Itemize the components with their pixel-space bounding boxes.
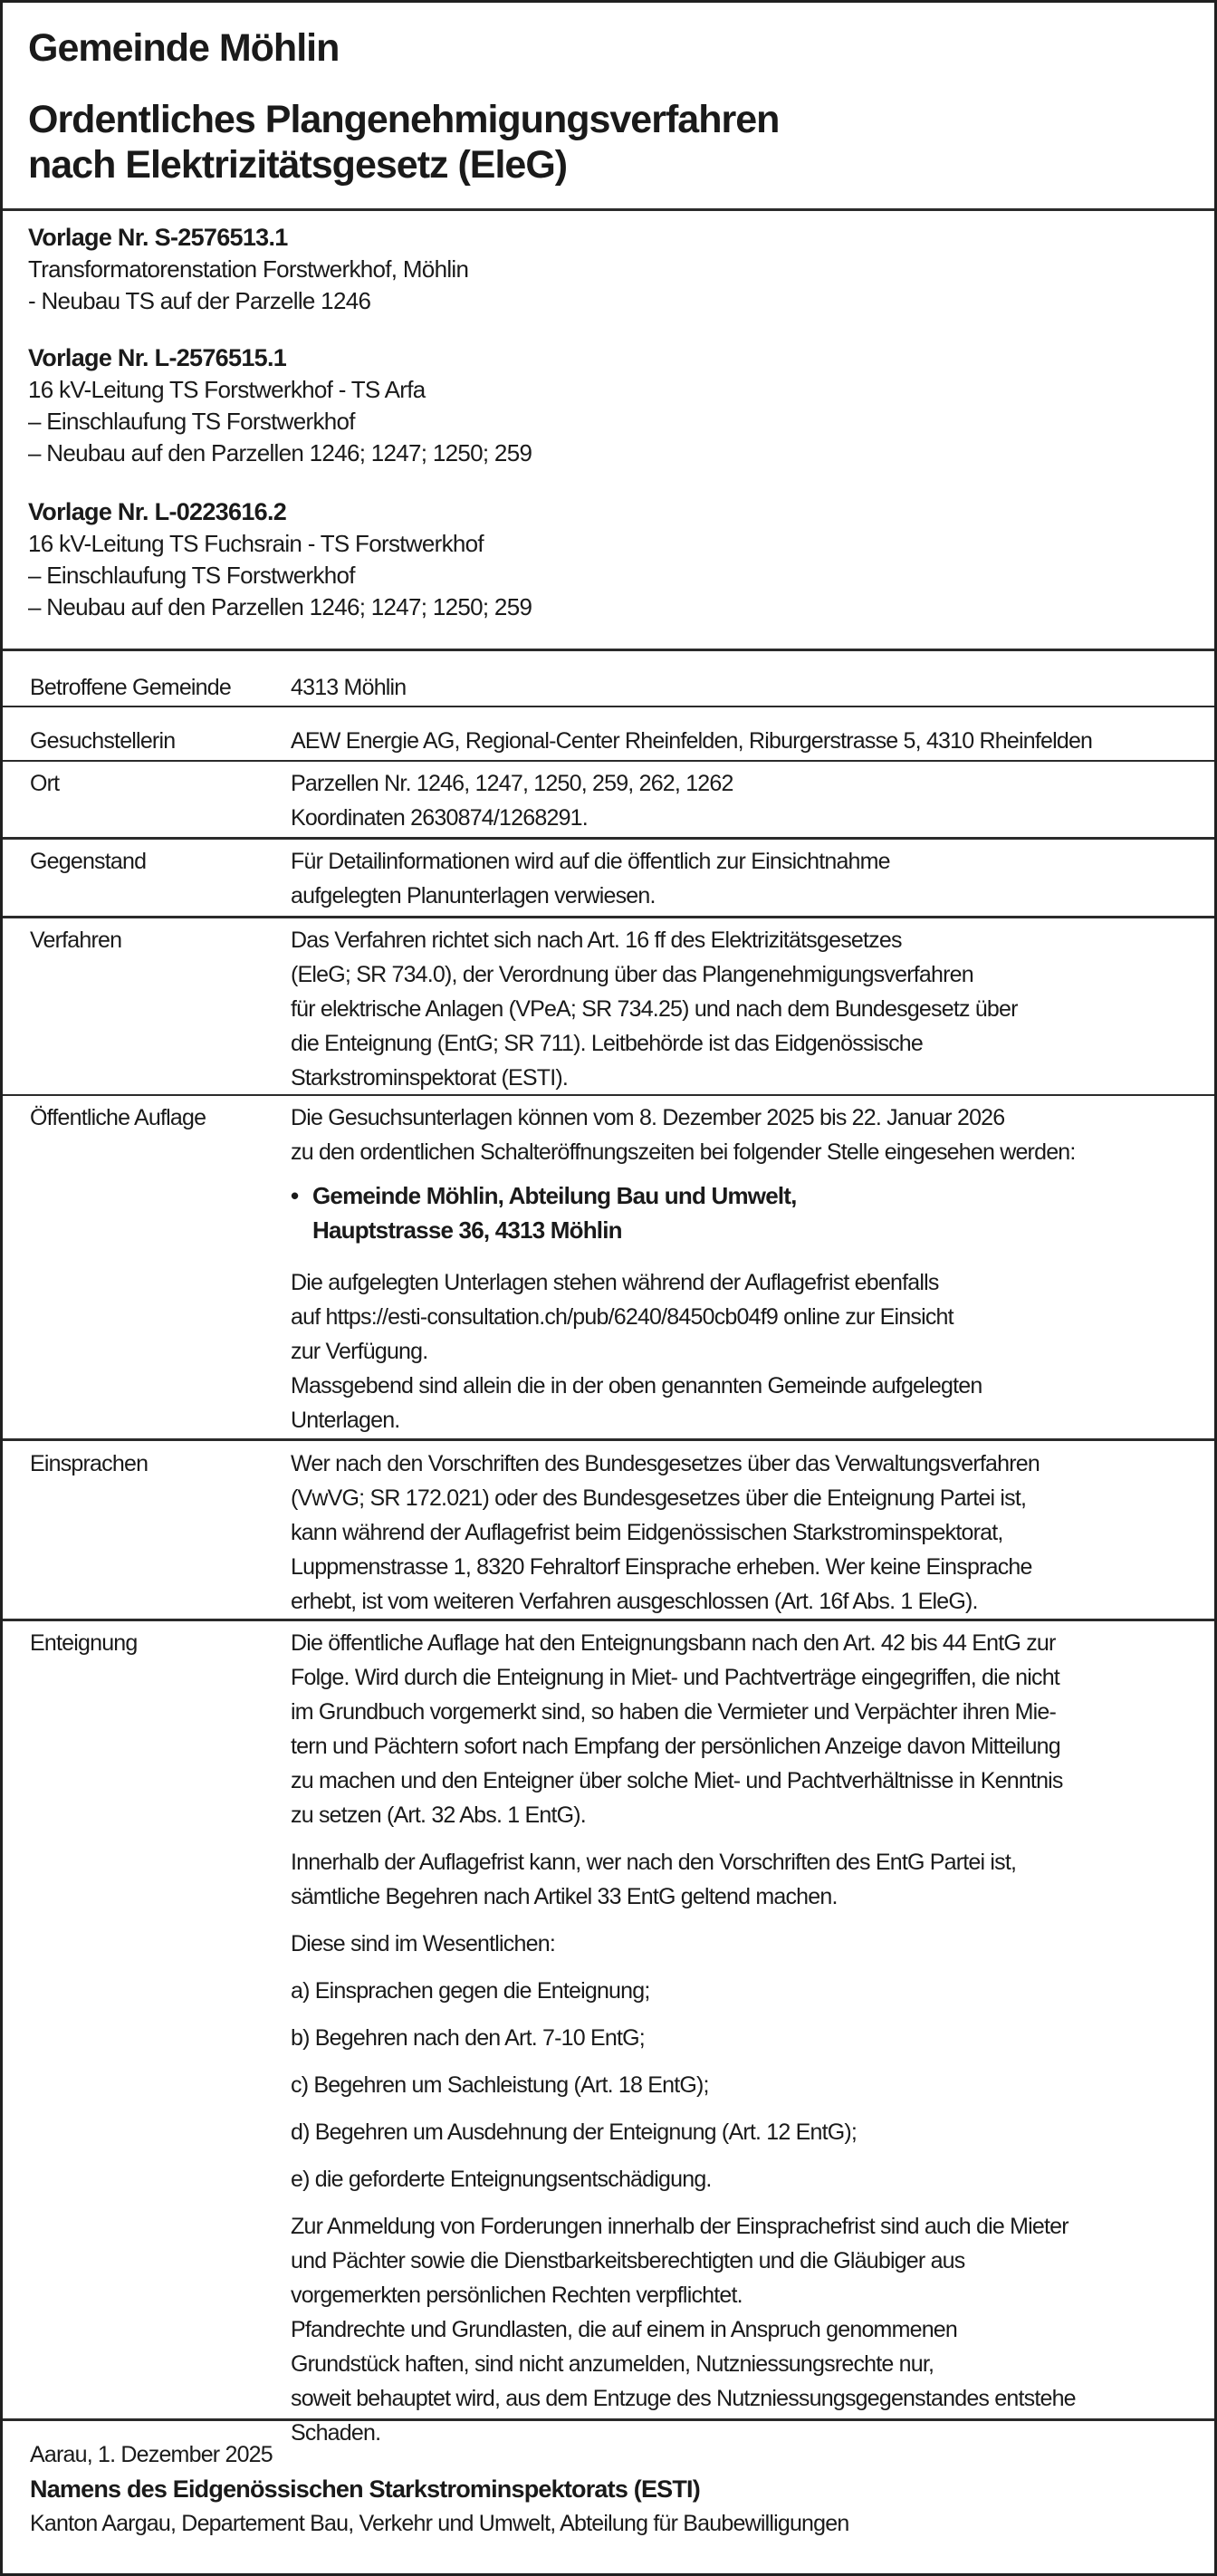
value-line: Diese sind im Wesentlichen: (291, 1931, 555, 1956)
list-item (291, 2021, 1196, 2055)
value-line: Die öffentliche Auflage hat den Enteignungsbann nach den Art. 42 bis 44 EntG zur (291, 1630, 1056, 1656)
value-enteignung (291, 1626, 1196, 2463)
consultation-link-line[interactable]: auf https://esti-consultation.ch/pub/6240/8450cb04f9 online zur Einsicht (291, 1304, 953, 1330)
value-line: aufgelegten Planunterlagen verwiesen. (291, 883, 656, 908)
list-item (291, 2068, 1196, 2102)
bullet-icon: • (291, 1182, 299, 1209)
value-line: (EleG; SR 734.0), der Verordnung über das Plangenehmigungsverfahren (291, 962, 973, 987)
divider (3, 649, 1214, 651)
value-line: AEW Energie AG, Regional-Center Rheinfelden, Riburgerstrasse 5, 4310 Rheinfelden (291, 728, 1093, 754)
value-line: Parzellen Nr. 1246, 1247, 1250, 259, 262, 1262 (291, 771, 733, 796)
value-line: zu den ordentlichen Schalteröffnungszeiten bei folgender Stelle eingesehen werden: (291, 1139, 1076, 1165)
divider (3, 2418, 1214, 2421)
vorlage-number: Vorlage Nr. S-2576513.1 (28, 224, 288, 251)
label-oeffentliche-auflage: Öffentliche Auflage (30, 1105, 206, 1130)
value-einsprachen (291, 1447, 1196, 1619)
value-line: zu machen und den Enteigner über solche Miet- und Pachtverhältnisse in Kenntnis (291, 1768, 1063, 1793)
value-line: kann während der Auflagefrist beim Eidgenössischen Starkstrominspektorat, (291, 1520, 1003, 1545)
vorlage-line: – Einschlaufung TS Forstwerkhof (28, 408, 355, 435)
value-line: e) die geforderte Enteignungsentschädigung. (291, 2167, 712, 2192)
value-line: Die aufgelegten Unterlagen stehen während der Auflagefrist ebenfalls (291, 1270, 939, 1295)
value-line: Zur Anmeldung von Forderungen innerhalb der Einsprachefrist sind auch die Mieter (291, 2214, 1068, 2239)
value-line: sämtliche Begehren nach Artikel 33 EntG geltend machen. (291, 1884, 838, 1909)
value-ort (291, 766, 1196, 835)
value-line: Unterlagen. (291, 1408, 400, 1433)
procedure-title (28, 97, 779, 187)
value-line: c) Begehren um Sachleistung (Art. 18 EntG); (291, 2072, 709, 2098)
vorlage-line: - Neubau TS auf der Parzelle 1246 (28, 287, 371, 314)
list-item (291, 2115, 1196, 2149)
inspection-location (291, 1178, 1196, 1247)
divider (3, 760, 1214, 762)
value-line: im Grundbuch vorgemerkt sind, so haben die Vermieter und Verpächter ihren Mie- (291, 1699, 1057, 1725)
value-line: soweit behauptet wird, aus dem Entzuge des Nutzniessungsgegenstandes entstehe (291, 2386, 1076, 2411)
value-gesuchstellerin (291, 724, 1196, 758)
vorlage-line: Transformatorenstation Forstwerkhof, Möhlin (28, 255, 469, 283)
paragraph (291, 1927, 1196, 1961)
value-line: Für Detailinformationen wird auf die öffentlich zur Einsichtnahme (291, 849, 890, 874)
municipality-title: Gemeinde Möhlin (28, 26, 340, 70)
value-line: erhebt, ist vom weiteren Verfahren ausgeschlossen (Art. 16f Abs. 1 EleG). (291, 1589, 978, 1614)
value-line: Wer nach den Vorschriften des Bundesgesetzes über das Verwaltungsverfahren (291, 1451, 1040, 1476)
label-gegenstand: Gegenstand (30, 849, 147, 874)
list-item (291, 1974, 1196, 2008)
value-line: Grundstück haften, sind nicht anzumelden, Nutzniessungsrechte nur, (291, 2351, 934, 2377)
value-line: Starkstrominspektorat (ESTI). (291, 1065, 569, 1091)
vorlage-number: Vorlage Nr. L-2576515.1 (28, 344, 287, 371)
divider (3, 208, 1214, 211)
paragraph (291, 1626, 1196, 1832)
divider (3, 837, 1214, 840)
divider (3, 1094, 1214, 1096)
value-oeffentliche-auflage (291, 1101, 1196, 1437)
value-line: Das Verfahren richtet sich nach Art. 16 ff des Elektrizitätsgesetzes (291, 928, 902, 953)
divider (3, 916, 1214, 918)
value-line: für elektrische Anlagen (VPeA; SR 734.25) und nach dem Bundesgesetz über (291, 996, 1018, 1022)
vorlage-number: Vorlage Nr. L-0223616.2 (28, 498, 287, 525)
divider (3, 706, 1214, 707)
value-betroffene-gemeinde (291, 670, 1196, 705)
label-gesuchstellerin: Gesuchstellerin (30, 728, 176, 754)
paragraph (291, 2209, 1196, 2450)
vorlage-line: – Einschlaufung TS Forstwerkhof (28, 562, 355, 589)
value-line: Koordinaten 2630874/1268291. (291, 805, 588, 831)
value-line: zu setzen (Art. 32 Abs. 1 EntG). (291, 1802, 586, 1828)
value-line: vorgemerkten persönlichen Rechten verpflichtet. (291, 2283, 743, 2308)
value-line: die Enteignung (EntG; SR 711). Leitbehörde ist das Eidgenössische (291, 1031, 924, 1056)
value-line: zur Verfügung. (291, 1339, 428, 1364)
value-line: Folge. Wird durch die Enteignung in Miet- und Pachtverträge eingegriffen, die nicht (291, 1665, 1059, 1690)
paragraph (291, 1845, 1196, 1914)
label-ort: Ort (30, 771, 60, 796)
value-line: tern und Pächtern sofort nach Empfang der persönlichen Anzeige davon Mitteilung (291, 1734, 1060, 1759)
vorlage-line: 16 kV-Leitung TS Fuchsrain - TS Forstwerkhof (28, 530, 484, 557)
divider (3, 1619, 1214, 1621)
location-line (291, 1178, 1196, 1213)
value-line: und Pächter sowie die Dienstbarkeitsberechtigten und die Gläubiger aus (291, 2248, 965, 2273)
value-line: b) Begehren nach den Art. 7-10 EntG; (291, 2025, 645, 2051)
vorlage-line: – Neubau auf den Parzellen 1246; 1247; 1250; 259 (28, 439, 532, 466)
label-enteignung: Enteignung (30, 1630, 138, 1656)
value-line: Pfandrechte und Grundlasten, die auf einem in Anspruch genommenen (291, 2317, 958, 2342)
value-line: 4313 Möhlin (291, 675, 407, 700)
divider (3, 1438, 1214, 1441)
value-line: Massgebend sind allein die in der oben genannten Gemeinde aufgelegten (291, 1373, 982, 1399)
location-line: Hauptstrasse 36, 4313 Möhlin (312, 1216, 622, 1244)
issuer: Namens des Eidgenössischen Starkstrominspektorats (ESTI) (30, 2475, 700, 2503)
vorlage-item (28, 496, 532, 623)
value-line: Innerhalb der Auflagefrist kann, wer nach den Vorschriften des EntG Partei ist, (291, 1850, 1017, 1875)
value-verfahren (291, 923, 1196, 1095)
label-einsprachen: Einsprachen (30, 1451, 149, 1476)
department: Kanton Aargau, Departement Bau, Verkehr und Umwelt, Abteilung für Baubewilligungen (30, 2511, 849, 2536)
value-line: Die Gesuchsunterlagen können vom 8. Dezember 2025 bis 22. Januar 2026 (291, 1105, 1005, 1130)
value-line: (VwVG; SR 172.021) oder des Bundesgesetzes über die Enteignung Partei ist, (291, 1485, 1027, 1511)
value-line: a) Einsprachen gegen die Enteignung; (291, 1978, 650, 2004)
value-gegenstand (291, 844, 1196, 913)
place-date: Aarau, 1. Dezember 2025 (30, 2442, 273, 2467)
value-line: d) Begehren um Ausdehnung der Enteignung (Art. 12 EntG); (291, 2119, 858, 2145)
location-text: Gemeinde Möhlin, Abteilung Bau und Umwelt, (312, 1182, 797, 1209)
procedure-title-line: Ordentliches Plangenehmigungsverfahren (28, 98, 780, 141)
procedure-title-line: nach Elektrizitätsgesetz (EleG) (28, 143, 568, 187)
value-line: Schaden. (291, 2420, 381, 2446)
label-betroffene-gemeinde: Betroffene Gemeinde (30, 675, 231, 700)
vorlage-item (28, 222, 468, 317)
vorlage-line: – Neubau auf den Parzellen 1246; 1247; 1250; 259 (28, 593, 532, 620)
list-item (291, 2162, 1196, 2196)
value-line: Luppmenstrasse 1, 8320 Fehraltorf Einsprache erheben. Wer keine Einsprache (291, 1554, 1032, 1580)
signature-block (30, 2437, 848, 2541)
vorlage-item (28, 342, 532, 469)
vorlage-line: 16 kV-Leitung TS Forstwerkhof - TS Arfa (28, 376, 426, 403)
label-verfahren: Verfahren (30, 928, 122, 953)
